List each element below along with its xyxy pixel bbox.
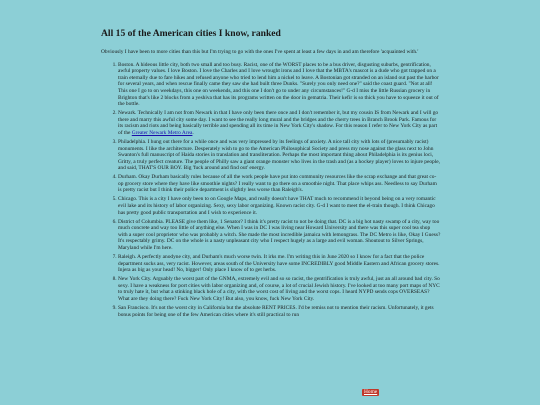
greater-newark-link[interactable]: Greater Newark Metro Area (131, 129, 193, 136)
city-ranking-list (101, 62, 441, 319)
article (101, 28, 441, 320)
list-item-chicago: 5. Chicago. This is a city I have only been to on Google Maps, and really doesn't have THAT much to recommend it beyond being on a very romantic evil lake and its history of labor organizing. Sexy, sexy labor organizing. Known racist city. G-d I want to meet the el-train though. I think Chicago has pretty good public transportation and I wish to experience it. (118, 196, 441, 216)
list-item-district-of-columbia: 6. District of Columbia. PLEASE give them like, 1 Senator? I think it's pretty racist to not be doing that. DC is a big hot nasty swamp of a city, way too much concrete and way too little of anything else. When I was in DC I was living near Howard University and there was this super cool tea shop with a super cool proprietor who was probably a witch. She made the most incredible jamaica with lemongrass. The DC Metro is like, Okay I Guess? It's respectably grimy. DC on the whole is a nasty unpleasant city who I respect hugely as a large and evil woman. Shoutout to Silver Springs, Maryland while I'm here. (118, 219, 441, 252)
list-item-new-york-city: 8. New York City. Arguably the worst part of the GNMA, extremely evil and so so racist, the gentrification is truly awful, just an all around bad city. So sexy. I have a weakness for port cities with labor organizing and, of course, a lot of crucial Jewish history. I've looked at too many port maps of NYC to truly hate it, but what a stinking black hole of a city, with the worst cost of living and the worst cops. I heard NYPD sends cops OVERSEAS? What are they doing there? Fuck New York City! But also, you know, fuck New York City. (118, 276, 441, 302)
list-item-philadelphia: 3. Philadelphia. I hung out there for a while once and was very impressed by its feelings of anxiety. A nice tall city with lots of (presumably racist) monuments. I like the architecture. Desperately wish to go to the American Philosophical Society and press my nose against the glass next to John Swanton's full manuscript of Haida stories in translation and transliteration. Perhaps the most important thing about Philadelphia is its genius loci, Gritty, a truly perfect creature. The people of Philly saw a giant orange monster who lives in the trash and (as a hockey player) loves to injure people, and said, THAT'S OUR BOY. Big 'fuck around and find out' energy. (118, 139, 441, 172)
page-title: All 15 of the American cities I know, ranked (101, 28, 281, 39)
list-item-boston: 1. Boston. A hideous little city, both two small and too busy. Racist, one of the WORST places to be a bus driver, disgusting suburbs, gentrification, awful property values. I love Boston. I love the Charles and I love wrought irons and I love that the MBTA's mascot is a dude who got trapped on a train eternally due to fare hikes and refused anyone who tried to lend him a nickel to leave. A Bostonian got stranded on an island out past the harbor for several years, and when rescue finally came they saw she had built three Dunks. "Surely you only need one?" said the coast guard. "Not at all! This one I go to on weekdays, this one on weekends, and this one I don't go to under any circumstances!" G-d I miss the little Russian grocery in Brighton that's like 2 blocks from a yeshiva that has its programs written on the door in gematria. Their kefir is so thick you have to squeeze it out of the bottle. (118, 62, 441, 108)
home-link[interactable]: Home (364, 389, 378, 395)
list-item-text: Newark. Technically I am not from Newark in that I have only been there once and I don't remember it, but my cousin IS from Newark and I will go there and marry this awful city some day. I want to see the really long mural and the bridges and the cherry trees in Branch Brook Park. Famous for its racism and riots and being basically terrible and spending all its time in New York City's shadow. For this reason I refer to New York City as part of the (118, 110, 439, 136)
list-item-san-francisco: 9. San Francisco. It's not the worst city in California but the absolute RENT PRICES. I'd be remiss not to mention their racism. Unfortunately, it gets bonus points for being one of the few American cities where it's still practical to run (118, 305, 441, 318)
list-item-durham: 4. Durham. Okay Durham basically rules because of all the work people have put into community resources like the scrap exchange and that great co-op grocery store where they have like smoothie nights? I really want to go there on a smoothie night. That place whips ass. Needless to say Durham is pretty racist but I think their police department is slightly less worse than Raleigh's. (118, 174, 441, 194)
intro-paragraph: Obviously I have been to more cities than this but I'm trying to go with the ones I've spent at least a few days in and am therefore 'acquainted with.' (101, 49, 419, 55)
list-item-text-end: . (192, 129, 194, 136)
list-item-raleigh: 7. Raleigh. A perfectly anodyne city, and Durham's much worse twin. It irks me. I'm writing this in June 2020 so I know for a fact that the police department sucks ass, very racist. However, areas south of the University have some INCREDIBLY good Middle Eastern and African grocery stores. Injera as big as your head! No, bigger! Only place I know of to get herbs. (118, 254, 441, 274)
list-item-newark (118, 110, 441, 136)
